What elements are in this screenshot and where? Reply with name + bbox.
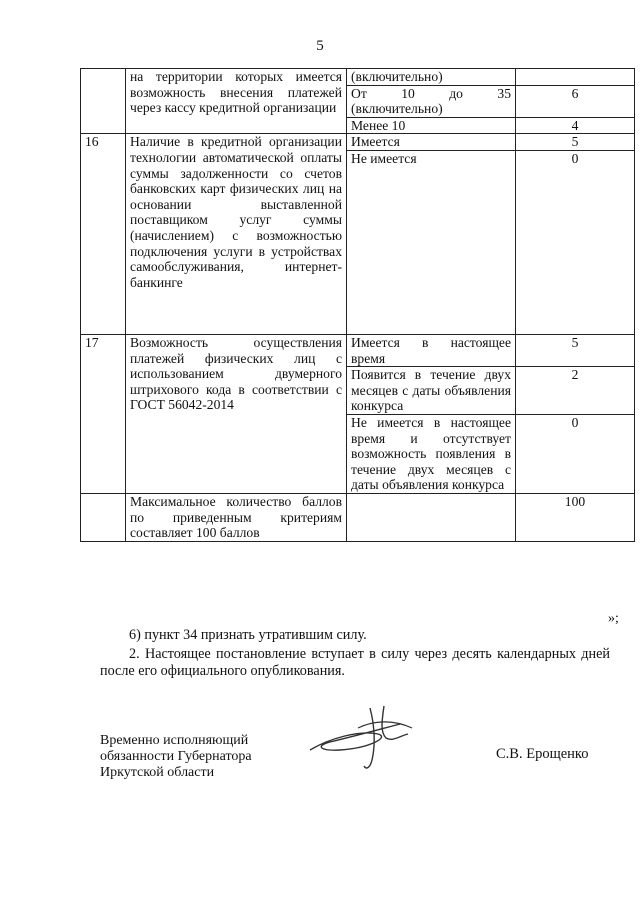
paragraph-2: 2. Настоящее постановление вступает в силу через десять календарных дней после его официального опубликования.	[100, 646, 610, 679]
table-row	[81, 334, 635, 366]
condition-cell: Не имеется	[347, 150, 516, 334]
score-cell: 5	[516, 134, 635, 151]
signatory-line: обязанности Губернатора	[100, 749, 252, 764]
condition-cell: Имеется в настоящее время	[347, 334, 516, 366]
score-cell: 5	[516, 334, 635, 366]
score-cell: 4	[516, 117, 635, 134]
condition-cell: Не имеется в настоящее время и отсутствует возможность появления в течение двух месяцев с даты объявления конкурса	[347, 414, 516, 493]
condition-cell: Менее 10	[347, 117, 516, 134]
table-row	[81, 493, 635, 541]
row-number	[81, 493, 126, 541]
table-row	[81, 134, 635, 151]
table-row	[81, 69, 635, 86]
score-cell	[516, 69, 635, 86]
page-number: 5	[316, 38, 324, 54]
criterion-text: Наличие в кредитной организации технологии автоматической оплаты суммы задолженности со счетов банковских карт физических лиц на основании выставленной поставщиком услуг суммы (начислением) с возможностью подключения услуги в устройствах самообслуживания, интернет-банкинге	[126, 134, 347, 335]
row-number	[81, 69, 126, 134]
score-cell: 0	[516, 414, 635, 493]
condition-cell: (включительно)	[347, 69, 516, 86]
signatory-title	[100, 733, 252, 781]
score-cell: 0	[516, 150, 635, 334]
signatory-name: С.В. Ерощенко	[496, 746, 589, 762]
condition-cell: От 10 до 35 (включительно)	[347, 85, 516, 117]
row-number: 17	[81, 334, 126, 493]
criterion-text: Возможность осуществления платежей физических лиц с использованием двумерного штрихового кода в соответствии с ГОСТ 56042-2014	[126, 334, 347, 493]
criteria-table	[80, 68, 635, 542]
signatory-line: Временно исполняющий	[100, 733, 249, 748]
handwritten-signature	[300, 698, 420, 778]
condition-cell: Имеется	[347, 134, 516, 151]
item-6-text: 6) пункт 34 признать утратившим силу.	[129, 627, 367, 643]
score-cell: 6	[516, 85, 635, 117]
closing-quote: »;	[608, 611, 619, 626]
condition-cell	[347, 493, 516, 541]
score-cell: 2	[516, 367, 635, 415]
condition-cell: Появится в течение двух месяцев с даты объявления конкурса	[347, 367, 516, 415]
score-cell: 100	[516, 493, 635, 541]
row-number: 16	[81, 134, 126, 335]
criterion-text: Максимальное количество баллов по приведенным критериям составляет 100 баллов	[126, 493, 347, 541]
signatory-line: Иркутской области	[100, 765, 215, 780]
criterion-text: на территории которых имеется возможность внесения платежей через кассу кредитной организации	[126, 69, 347, 134]
